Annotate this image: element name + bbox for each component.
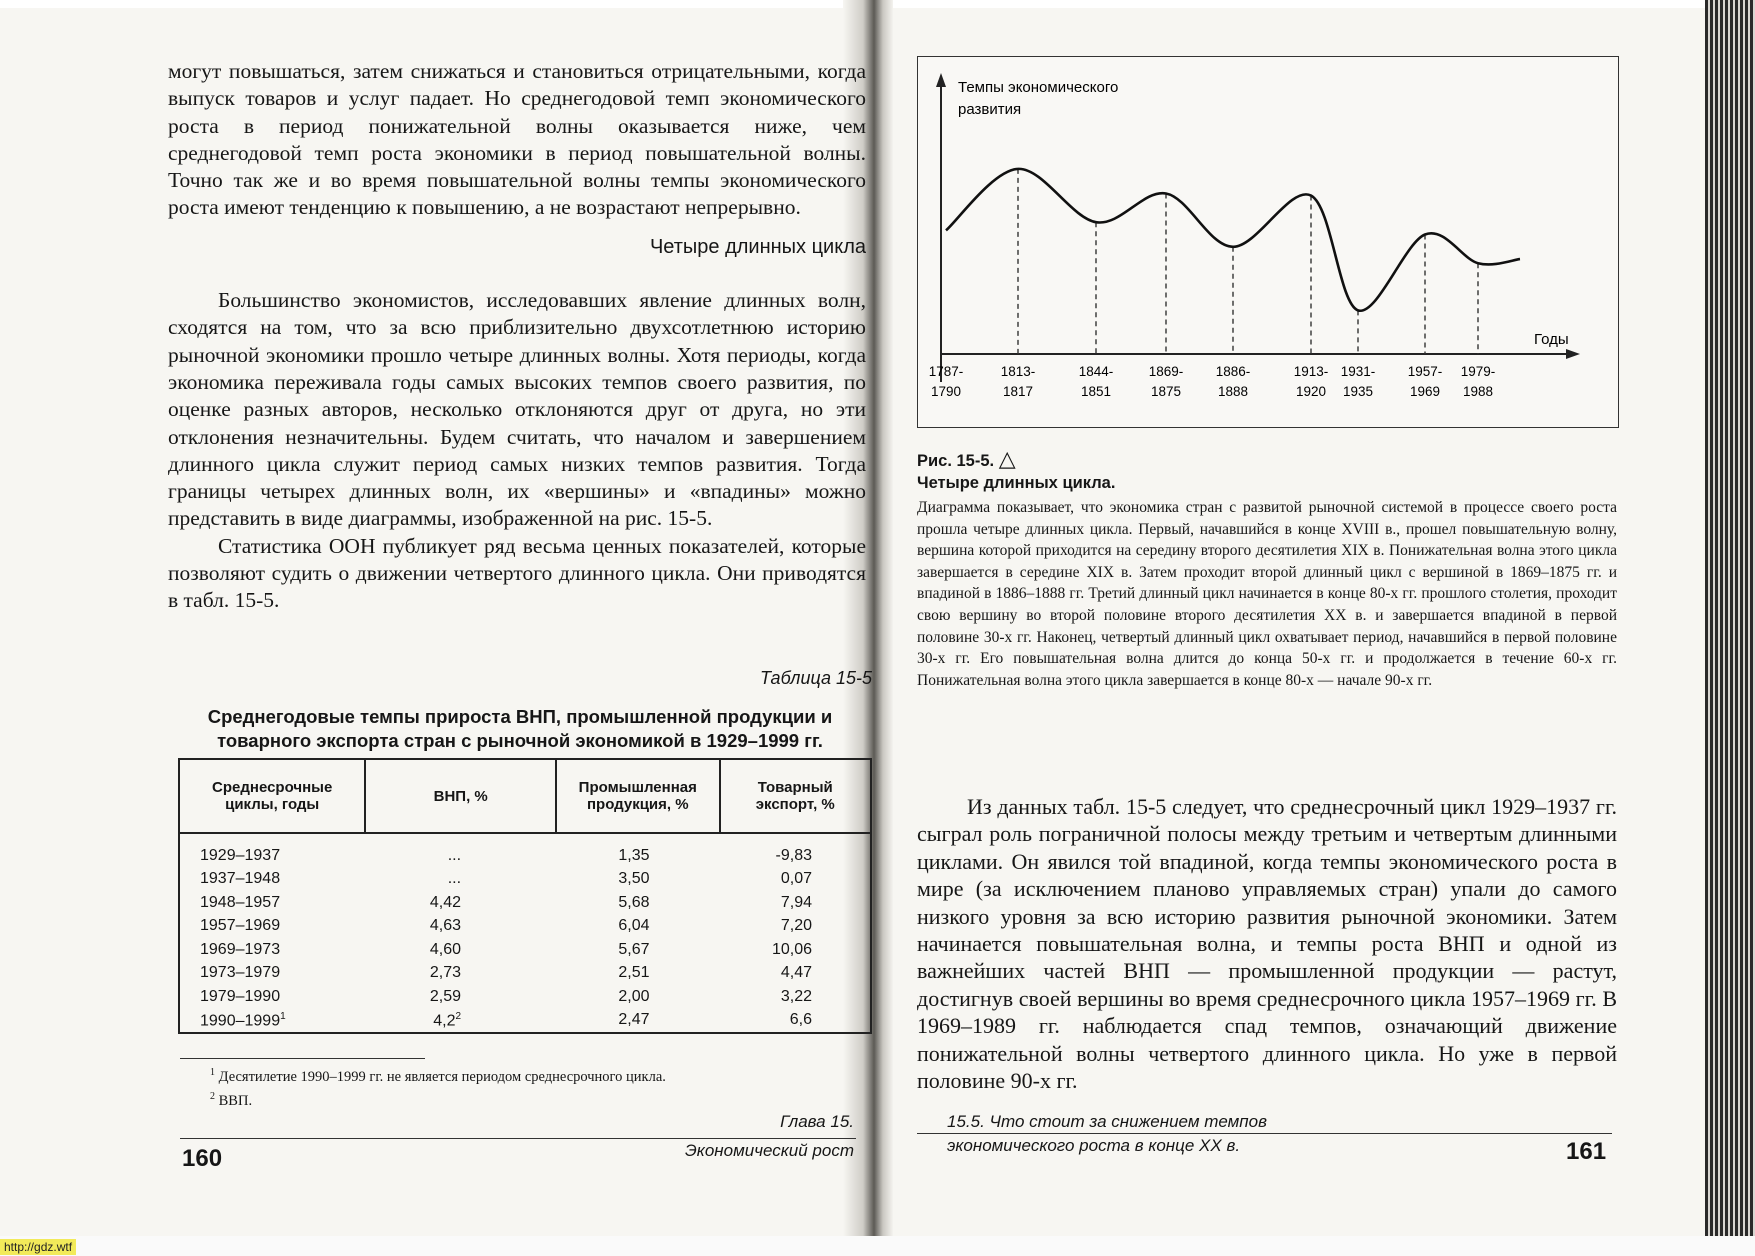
- bottom-bar: [0, 1236, 1755, 1256]
- x-tick-label: 1931-: [1340, 364, 1376, 379]
- cell-period: 1969–1973: [200, 940, 281, 958]
- x-tick-label: 1969: [1409, 384, 1441, 399]
- table-header-row: [179, 759, 871, 833]
- table-row: [179, 891, 871, 915]
- cell-industry: 5,68: [618, 893, 650, 911]
- cell-export: 0,07: [780, 870, 812, 888]
- x-tick-label: 1869-: [1148, 364, 1184, 379]
- cell-industry: 1,35: [618, 846, 650, 864]
- caption-label: Рис. 15-5.: [917, 452, 995, 470]
- growth-table: [178, 758, 872, 1034]
- x-tick-label: 1913-: [1293, 364, 1329, 379]
- footnote: $^1$ Десятилетие 1990–1999 гг. не является периодом среднесрочного цикла.: [210, 1067, 666, 1085]
- cell-period: 1973–1979: [200, 964, 281, 982]
- running-head: 15.5. Что стоит за снижением темпов: [947, 1112, 1267, 1131]
- cell-gnp: 4,63: [429, 917, 462, 935]
- cell-period: 1957–1969: [200, 917, 281, 935]
- section-heading: Четыре длинных цикла: [649, 235, 866, 258]
- x-tick-label: 1813-: [1000, 364, 1036, 379]
- header-export: Товарный экспорт, %: [720, 759, 872, 833]
- cell-industry: 2,51: [618, 964, 650, 982]
- table-row: [179, 962, 871, 986]
- cell-gnp: ...: [447, 846, 462, 864]
- cell-export: 7,94: [780, 893, 812, 911]
- table-row: [179, 868, 871, 892]
- table-row: [179, 1009, 871, 1034]
- y-axis-label-line1: Темпы экономического: [958, 79, 1119, 96]
- cell-period: 1929–1937: [200, 846, 281, 864]
- paragraph: Из данных табл. 15-5 следует, что среднесрочный цикл 1929–1937 гг. сыграл роль пограничной полосы между третьим и четвертым длинными циклами. Он явился той впадиной, когда темпы экономического роста в мире (за исключением планово управляемых стран) упали до самого низкого уровня за всю историю развития рыночной экономики. Затем начинается повышательная волна, и темпы роста ВНП и одной из важнейших частей ВНП — промышленной продукции — растут, достигнув своей вершины во время среднесрочного цикла 1957–1969 гг. В 1969–1989 гг. наблюдается спад темпов, означающий движение понижательной волны четвертого длинного цикла. Но уже в первой половине 90-х гг.: [917, 794, 1617, 1094]
- footnote: $^2$ ВВП.: [210, 1090, 253, 1109]
- running-rule: [917, 1133, 1612, 1134]
- y-axis-label-line2: развития: [958, 101, 1022, 118]
- table-label: Таблица 15-5: [759, 668, 872, 688]
- cell-gnp: 2,59: [429, 987, 462, 1005]
- x-tick-label: 1844-: [1078, 364, 1114, 379]
- x-tick-label: 1851: [1080, 384, 1112, 399]
- header-industry: Промышленная продукция, %: [556, 759, 719, 833]
- cell-export: 10,06: [771, 940, 812, 958]
- x-tick-label: 1957-: [1407, 364, 1443, 379]
- cell-export: 3,22: [780, 987, 812, 1005]
- caption-title: Четыре длинных цикла.: [917, 474, 1116, 492]
- cell-period: 1979–1990: [200, 987, 281, 1005]
- cell-period: 1990–1999$^1$: [200, 1010, 286, 1029]
- paragraph: могут повышаться, затем снижаться и становиться отрицательными, когда выпуск товаров и услуг падает. Но среднегодовой темп экономического роста в период понижательной волны оказывается ниже, чем среднегодовой темп роста экономики в период повышательной волны. Точно так же и во время повышательной волны темпы экономического роста имеют тенденцию к повышению, а не возрастают непрерывно.: [168, 59, 866, 220]
- x-tick-label: 1875: [1150, 384, 1182, 399]
- footnotes: [210, 1063, 666, 1111]
- x-tick-label: 1920: [1295, 384, 1327, 399]
- cell-export: 4,47: [780, 964, 812, 982]
- header-period: Среднесрочные циклы, годы: [179, 759, 365, 833]
- table-title: Среднегодовые темпы прироста ВНП, промышленной продукции и товарного экспорта стран с рыночной экономикой в 1929–1999 гг.: [207, 706, 833, 751]
- figure-long-cycles: [917, 56, 1619, 428]
- cell-period: 1948–1957: [200, 893, 281, 911]
- figure-description: Диаграмма показывает, что экономика стран с развитой рыночной системой в процессе своего роста прошла четыре длинных цикла. Первый, начавшийся в конце XVIII в., прошел повышательную волну, вершина которой приходится на середину второго десятилетия XIX в. Понижательная волна этого цикла завершается в середине XIX в. Затем проходит второй длинный цикл с вершиной в 1869–1875 гг. и впадиной в 1886–1888 гг. Третий длинный цикл начинается в конце 80-х гг. прошлого столетия, проходит свою вершину во второй половине второго десятилетия XX в. и завершается впадиной в первой половине 30-х гг. Наконец, четвертый длинный цикл охватывает период, начавшийся в первой половине 30-х гг. Его повышательная волна длится до конца 50-х гг. и продолжается в течение 60-х гг. Понижательная волна этого цикла завершается в конце 80-х — начале 90-х гг.: [917, 499, 1617, 689]
- x-tick-label: 1988: [1462, 384, 1494, 399]
- cell-gnp: 2,73: [429, 964, 462, 982]
- table-row: [179, 938, 871, 962]
- cell-industry: 2,47: [618, 1011, 650, 1029]
- cell-industry: 3,50: [618, 870, 650, 888]
- cell-export: 7,20: [780, 917, 812, 935]
- long-cycles-chart: [918, 57, 1618, 427]
- cell-gnp: $4,2^2$: [433, 1010, 462, 1029]
- x-tick-label: 1935: [1342, 384, 1374, 399]
- x-axis-arrow: [1566, 349, 1580, 359]
- x-tick-label: 1888: [1217, 384, 1249, 399]
- right-text-column: [917, 793, 1617, 1094]
- x-tick-label: 1886-: [1215, 364, 1251, 379]
- page-edges: [1705, 0, 1755, 1256]
- x-tick-label: 1979-: [1460, 364, 1496, 379]
- cell-period: 1937–1948: [200, 870, 281, 888]
- header-gnp: ВНП, %: [365, 759, 556, 833]
- paragraph: Статистика ООН публикует ряд весьма ценных показателей, которые позволяют судить о движении четвертого длинного цикла. Они приводятся в табл. 15-5.: [168, 533, 866, 613]
- paragraph: Большинство экономистов, исследовавших явление длинных волн, сходятся на том, что за всю приблизительно двухсотлетнюю историю рыночной экономики прошло четыре длинных волны. Хотя периоды, когда экономика переживала годы самых высоких темпов своего развития, по оценке разных авторов, несколько отклоняются друг от друга, но эти отклонения незначительны. Будем считать, что началом и завершением длинного цикла служит период самых низких темпов развития. Тогда границы четырех длинных волн, их «вершины» и «впадины» можно представить в виде диаграммы, изображенной на рис. 15-5.: [168, 288, 866, 531]
- table-row: [179, 833, 871, 868]
- table-row: [179, 915, 871, 939]
- triangle-icon: △: [998, 446, 1016, 471]
- running-subhead: Экономический рост: [685, 1141, 854, 1160]
- long-wave-curve: [946, 169, 1520, 311]
- x-tick-label: 1817: [1002, 384, 1034, 399]
- caption-label-line: [917, 448, 1115, 472]
- watermark-link[interactable]: http://gdz.wtf: [0, 1239, 76, 1255]
- left-text-column: [168, 58, 866, 615]
- x-tick-label: 1790: [930, 384, 962, 399]
- page-number: 160: [182, 1145, 223, 1172]
- x-axis-label: Годы: [1534, 331, 1569, 348]
- cell-export: -9,83: [775, 846, 812, 864]
- cell-industry: 6,04: [618, 917, 650, 935]
- page-number: 161: [1566, 1138, 1607, 1165]
- cell-export: 6,6: [789, 1011, 812, 1029]
- running-subhead: экономического роста в конце XX в.: [947, 1136, 1241, 1155]
- x-tick-label: 1787-: [928, 364, 964, 379]
- cell-industry: 2,00: [618, 987, 650, 1005]
- y-axis-arrow: [936, 73, 946, 87]
- figure-caption: [917, 448, 1115, 494]
- running-rule: [180, 1138, 856, 1139]
- cell-gnp: 4,60: [429, 940, 462, 958]
- table-row: [179, 985, 871, 1009]
- footnote-rule: [180, 1058, 425, 1059]
- cell-industry: 5,67: [618, 940, 650, 958]
- running-head: Глава 15.: [780, 1112, 854, 1131]
- cell-gnp: ...: [447, 870, 462, 888]
- cell-gnp: 4,42: [429, 893, 462, 911]
